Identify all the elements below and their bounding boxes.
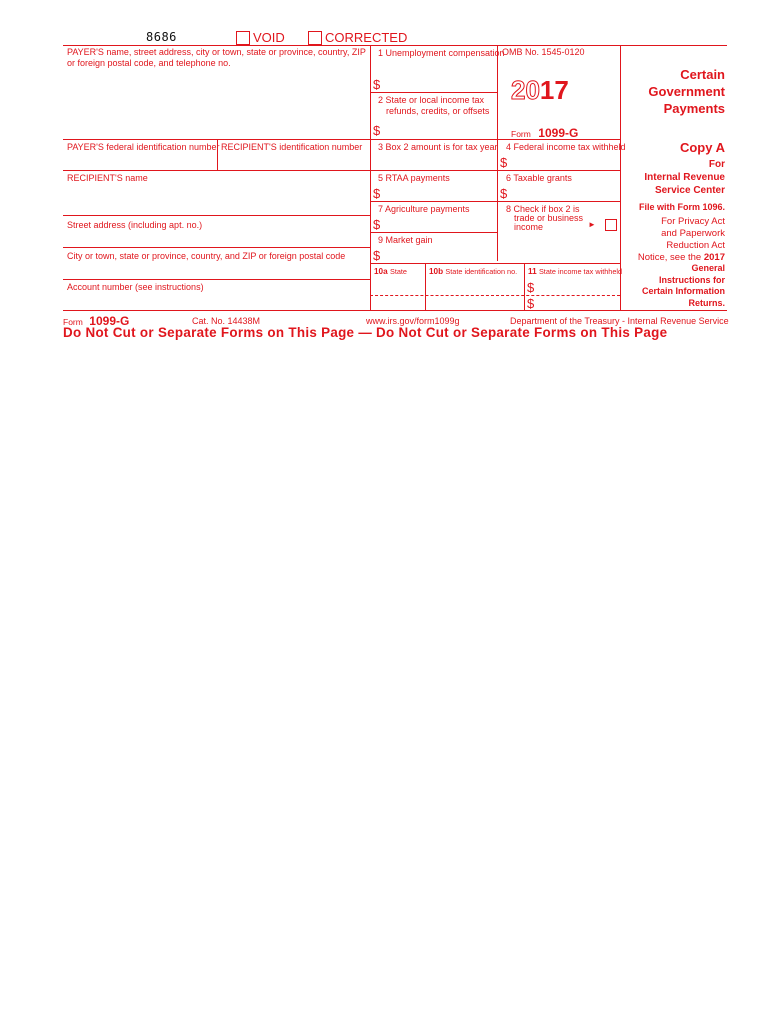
- corrected-label: CORRECTED: [325, 30, 408, 45]
- box8-label: 8 Check if box 2 is: [506, 204, 580, 214]
- box11-text: State income tax withheld: [538, 267, 623, 276]
- form-title: [622, 66, 725, 117]
- box1-dollar: $: [373, 77, 381, 92]
- recipient-name-field[interactable]: [64, 185, 369, 214]
- box3-label: 3 Box 2 amount is for tax year: [378, 142, 498, 152]
- box11-num: 11: [528, 267, 537, 276]
- form-name: 1099-G: [538, 126, 579, 140]
- form-title-line-3: Payments: [663, 101, 725, 116]
- box9-field[interactable]: [384, 247, 494, 262]
- box8-label-3: income: [514, 222, 544, 232]
- payer-fed-id-label: PAYER'S federal identification number: [67, 142, 220, 152]
- box7-field[interactable]: [384, 216, 494, 231]
- city-field[interactable]: [64, 262, 369, 278]
- account-number-label: Account number (see instructions): [67, 282, 204, 292]
- box8-checkbox[interactable]: [605, 219, 617, 231]
- box8-label-2: trade or business: [514, 213, 584, 223]
- form-prefix: Form: [511, 129, 531, 139]
- box5-field[interactable]: [384, 185, 494, 200]
- tax-year: [511, 76, 569, 104]
- file-with-label: File with Form 1096.: [638, 202, 725, 212]
- city-label: City or town, state or province, country, and ZIP or foreign postal code: [67, 251, 346, 261]
- box11-label: [528, 267, 622, 277]
- void-checkbox[interactable]: [236, 31, 250, 45]
- box6-dollar: $: [500, 186, 508, 201]
- box8-arrow-icon: ►: [588, 220, 596, 229]
- department-label: Department of the Treasury - Internal Revenue Service: [510, 316, 729, 326]
- notice-year: 2017: [703, 252, 725, 263]
- payer-name-label: PAYER'S name, street address, city or town, state or province, country, ZIP: [67, 47, 366, 57]
- box6-label: 6 Taxable grants: [506, 173, 572, 183]
- gen-line-2: Instructions for: [658, 274, 725, 285]
- street-address-label: Street address (including apt. no.): [67, 220, 203, 230]
- privacy-line-3: Reduction Act: [666, 240, 725, 251]
- footer-form-number: 1099-G: [89, 314, 130, 328]
- privacy-line-1: For Privacy Act: [661, 216, 725, 227]
- recipient-id-field[interactable]: [218, 153, 369, 169]
- form-title-line-2: Government: [648, 84, 725, 99]
- box2-label: 2 State or local income tax: [378, 95, 485, 105]
- account-number-field[interactable]: [64, 293, 369, 309]
- box6-field[interactable]: [511, 185, 617, 200]
- copy-for: For: [708, 159, 725, 170]
- box10a-num: 10a: [374, 267, 388, 276]
- box10a-field-1[interactable]: [372, 278, 424, 294]
- box11-dollar-2: $: [527, 296, 535, 311]
- box4-dollar: $: [500, 155, 508, 170]
- copy-label: Copy A: [679, 140, 725, 155]
- copy-irs-1: Internal Revenue: [644, 172, 725, 183]
- box5-label: 5 RTAA payments: [378, 173, 450, 183]
- box10b-field-2[interactable]: [427, 297, 523, 309]
- general-instructions: [622, 263, 725, 309]
- recipient-id-label: RECIPIENT'S identification number: [221, 142, 363, 152]
- box2-field[interactable]: [384, 122, 494, 138]
- box11-field-2[interactable]: [538, 297, 618, 309]
- box4-field[interactable]: [511, 153, 617, 169]
- form-name-box: [511, 124, 578, 142]
- box10b-label: [429, 267, 517, 277]
- payer-name-label-2: or foreign postal code, and telephone no.: [67, 58, 231, 68]
- box3-field[interactable]: [373, 153, 495, 169]
- tax-year-outline: 20: [511, 75, 540, 105]
- tax-year-bold: 17: [539, 75, 569, 105]
- privacy-notice: [622, 216, 725, 264]
- box11-dollar-1: $: [527, 280, 535, 295]
- box4-label: 4 Federal income tax withheld: [506, 142, 626, 152]
- notice-pre: Notice, see the: [637, 252, 702, 263]
- payer-name-field[interactable]: [64, 70, 369, 138]
- gen-line-1: General: [691, 263, 725, 273]
- recipient-name-label: RECIPIENT'S name: [67, 173, 148, 183]
- box7-label: 7 Agriculture payments: [378, 204, 470, 214]
- omb-number: OMB No. 1545-0120: [502, 47, 585, 57]
- privacy-line-2: and Paperwork: [661, 228, 725, 239]
- box9-dollar: $: [373, 248, 381, 263]
- box10b-num: 10b: [429, 267, 444, 276]
- copy-destination: [622, 158, 725, 197]
- box10a-text: State: [389, 267, 407, 276]
- box1-field[interactable]: [384, 76, 494, 91]
- do-not-cut-warning: Do Not Cut or Separate Forms on This Page — Do Not Cut or Separate Forms on This Page: [63, 325, 668, 340]
- box1-label: 1 Unemployment compensation: [378, 48, 505, 58]
- form-title-line-1: Certain: [680, 67, 725, 82]
- gen-line-3: Certain Information: [641, 286, 725, 296]
- form-code: 8686: [146, 30, 177, 44]
- footer-form-prefix: Form: [63, 317, 83, 327]
- void-label: VOID: [253, 30, 285, 45]
- corrected-checkbox[interactable]: [308, 31, 322, 45]
- box2-label-2: refunds, credits, or offsets: [386, 106, 490, 116]
- payer-fed-id-field[interactable]: [64, 153, 216, 169]
- copy-irs-2: Service Center: [654, 185, 725, 196]
- street-address-field[interactable]: [64, 231, 369, 246]
- box2-dollar: $: [373, 123, 381, 138]
- irs-url[interactable]: www.irs.gov/form1099g: [366, 316, 460, 326]
- box10b-text: State identification no.: [445, 267, 518, 276]
- box10a-label: [374, 267, 407, 277]
- box10b-field-1[interactable]: [427, 278, 523, 294]
- box10a-field-2[interactable]: [372, 297, 424, 309]
- box9-label: 9 Market gain: [378, 235, 433, 245]
- box7-dollar: $: [373, 217, 381, 232]
- catalog-number: Cat. No. 14438M: [192, 316, 261, 326]
- gen-line-4: Returns.: [688, 297, 725, 308]
- box5-dollar: $: [373, 186, 381, 201]
- box11-field-1[interactable]: [538, 278, 618, 294]
